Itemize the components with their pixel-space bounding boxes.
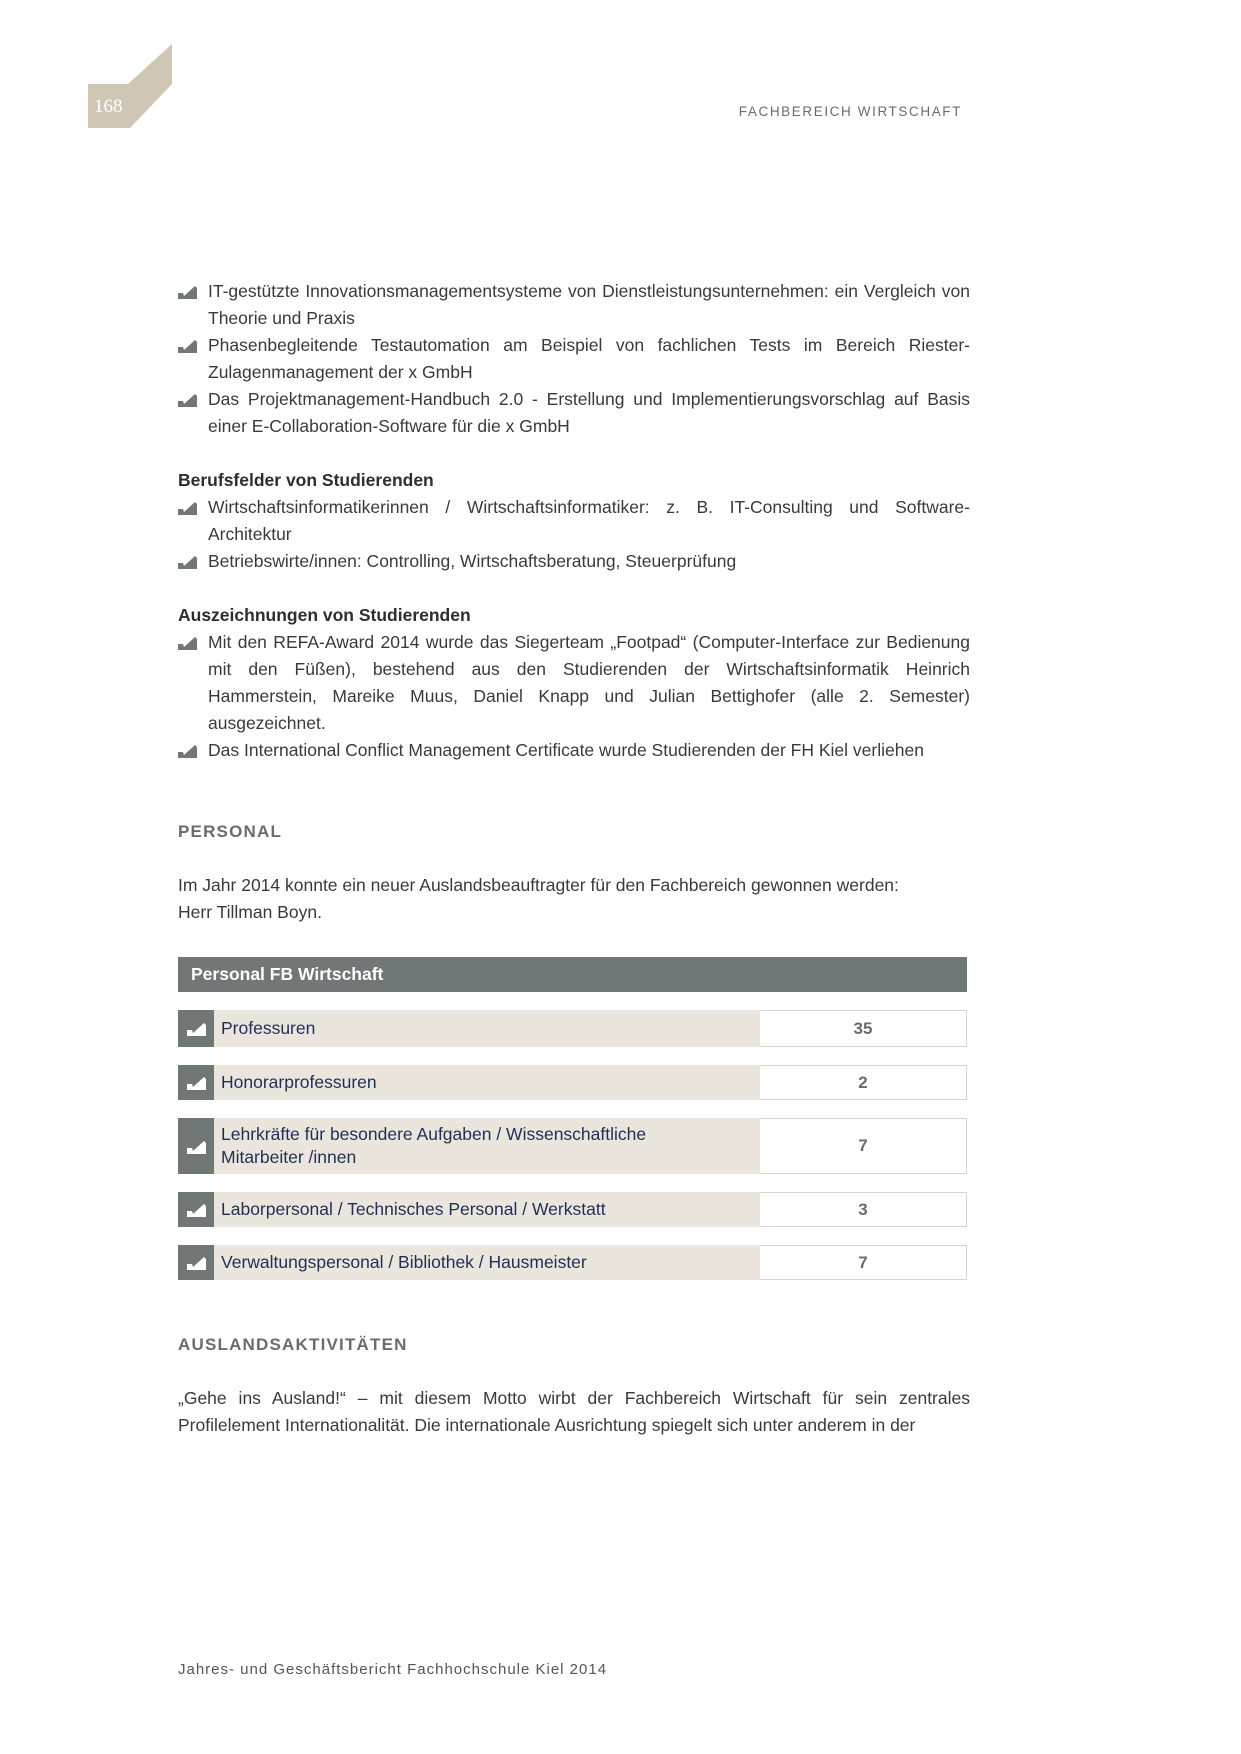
list-item xyxy=(178,332,970,386)
page-footer: Jahres- und Geschäftsbericht Fachhochschule Kiel 2014 xyxy=(178,1661,608,1678)
row-label: Professuren xyxy=(214,1010,760,1047)
checkmark-icon xyxy=(187,1255,206,1270)
list-item-text: Wirtschaftsinformatikerinnen / Wirtschaftsinformatiker: z. B. IT-Consulting und Software-Architektur xyxy=(208,497,970,544)
row-icon xyxy=(178,1065,214,1100)
row-label: Verwaltungspersonal / Bibliothek / Hausmeister xyxy=(214,1245,760,1280)
checkmark-icon xyxy=(187,1021,206,1036)
list-item xyxy=(178,548,970,575)
checkmark-icon xyxy=(178,635,197,650)
table-row xyxy=(178,1065,967,1100)
row-label: Lehrkräfte für besondere Aufgaben / Wissenschaftliche Mitarbeiter /innen xyxy=(214,1118,760,1174)
row-value: 7 xyxy=(760,1245,967,1280)
ausland-text: „Gehe ins Ausland!“ – mit diesem Motto wirbt der Fachbereich Wirtschaft für sein zentrales Profilelement Internationalität. Die internationale Ausrichtung spiegelt sich unter anderem in der xyxy=(178,1388,970,1435)
careers-heading: Berufsfelder von Studierenden xyxy=(178,470,434,490)
theses-list xyxy=(178,278,970,440)
row-value: 35 xyxy=(760,1010,967,1047)
personal-intro-line: Im Jahr 2014 konnte ein neuer Auslandsbeauftragter für den Fachbereich gewonnen werden: xyxy=(178,875,899,895)
table-row xyxy=(178,1192,967,1227)
page-number: 168 xyxy=(94,96,123,117)
list-item xyxy=(178,737,970,764)
checkmark-icon xyxy=(178,500,197,515)
table-row xyxy=(178,1245,967,1280)
table-row xyxy=(178,1118,967,1174)
row-icon xyxy=(178,1118,214,1174)
list-item-text: Das International Conflict Management Certificate wurde Studierenden der FH Kiel verliehen xyxy=(208,740,924,760)
row-label: Laborpersonal / Technisches Personal / Werkstatt xyxy=(214,1192,760,1227)
careers-list xyxy=(178,494,970,575)
row-value: 2 xyxy=(760,1065,967,1100)
checkmark-icon xyxy=(187,1075,206,1090)
checkmark-icon xyxy=(178,392,197,407)
list-item xyxy=(178,386,970,440)
row-label: Honorarprofessuren xyxy=(214,1065,760,1100)
checkmark-icon xyxy=(187,1139,206,1154)
section-title-personal: PERSONAL xyxy=(178,822,283,841)
main-content xyxy=(178,278,970,1439)
list-item xyxy=(178,494,970,548)
list-item-text: IT-gestützte Innovationsmanagementsysteme von Dienstleistungsunternehmen: ein Vergleich von Theorie und Praxis xyxy=(208,281,970,328)
list-item-text: Betriebswirte/innen: Controlling, Wirtschaftsberatung, Steuerprüfung xyxy=(208,551,737,571)
row-icon xyxy=(178,1245,214,1280)
personal-intro xyxy=(178,872,970,926)
checkmark-icon xyxy=(178,284,197,299)
list-item xyxy=(178,278,970,332)
awards-list xyxy=(178,629,970,764)
checkmark-icon xyxy=(178,338,197,353)
section-title-ausland: AUSLANDSAKTIVITÄTEN xyxy=(178,1335,408,1354)
personal-table xyxy=(178,957,967,1280)
table-row xyxy=(178,1010,967,1047)
checkmark-icon xyxy=(178,554,197,569)
row-icon xyxy=(178,1010,214,1047)
list-item-text: Das Projektmanagement-Handbuch 2.0 - Erstellung und Implementierungsvorschlag auf Basis einer E-Collaboration-Software für die x GmbH xyxy=(208,389,970,436)
row-value: 7 xyxy=(760,1118,967,1174)
list-item xyxy=(178,629,970,737)
personal-intro-line: Herr Tillman Boyn. xyxy=(178,902,322,922)
table-title: Personal FB Wirtschaft xyxy=(178,957,967,992)
row-value: 3 xyxy=(760,1192,967,1227)
running-head: FACHBEREICH WIRTSCHAFT xyxy=(738,104,962,119)
checkmark-icon xyxy=(187,1202,206,1217)
row-icon xyxy=(178,1192,214,1227)
list-item-text: Mit den REFA-Award 2014 wurde das Siegerteam „Footpad“ (Computer-Interface zur Bedienung mit den Füßen), bestehend aus den Studierenden der Wirtschaftsinformatik Heinrich Hammerstein, Mareike Muus, Daniel Knapp und Julian Bettighofer (alle 2. Semester) ausgezeichnet. xyxy=(208,632,970,733)
list-item-text: Phasenbegleitende Testautomation am Beispiel von fachlichen Tests im Bereich Riester-Zulagenmanagement der x GmbH xyxy=(208,335,970,382)
checkmark-icon xyxy=(178,743,197,758)
awards-heading: Auszeichnungen von Studierenden xyxy=(178,605,471,625)
